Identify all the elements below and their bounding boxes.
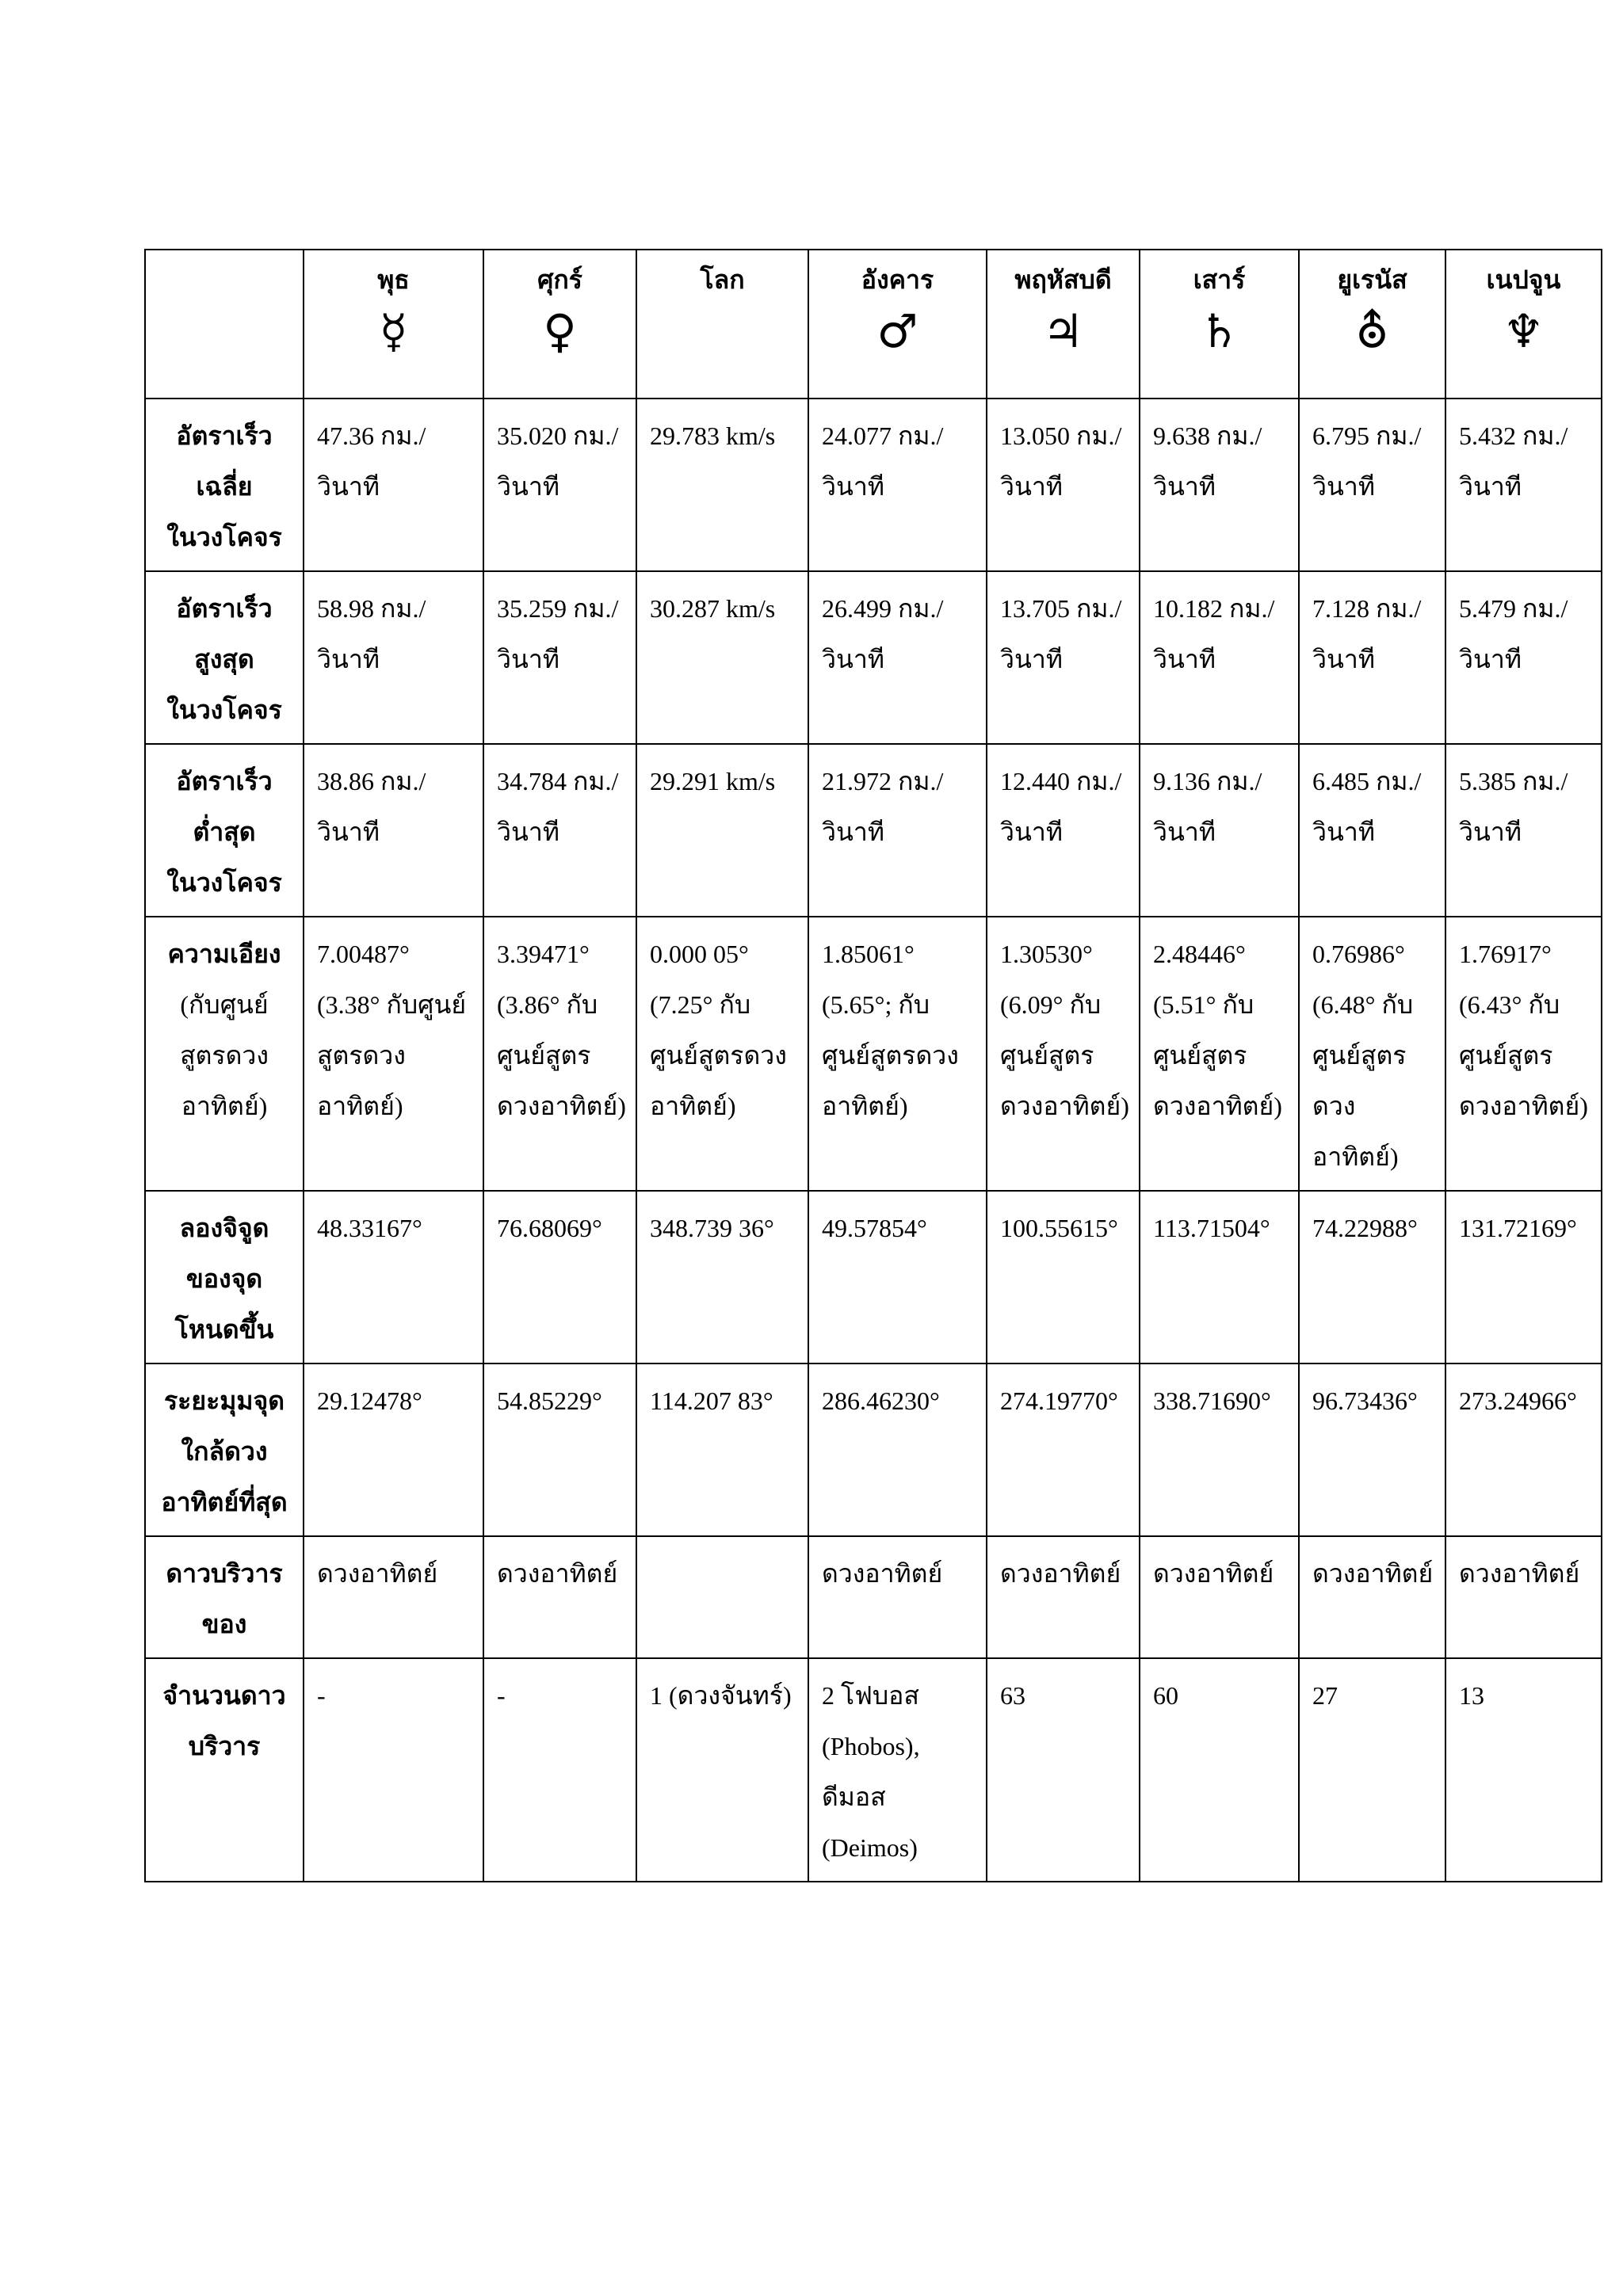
table-cell [987,1191,1140,1363]
row-label [145,399,304,571]
planet-data-table [144,249,1602,1882]
cell-line: สูตรดวง [317,1041,406,1070]
table-cell [483,571,636,744]
cell-line: 38.86 กม./ [317,767,426,795]
row-label-line: จำนวนดาว [162,1681,286,1710]
corner-cell [145,250,304,399]
row-label-line: อัตราเร็ว [176,421,273,450]
table-cell [987,917,1140,1191]
table-cell [483,744,636,917]
table-cell [1299,1536,1445,1658]
cell-line: ศูนย์สูตร [1000,1041,1094,1070]
table-cell [1445,744,1602,917]
cell-line: 286.46230° [822,1386,940,1415]
cell-line: ดวงอาทิตย์) [497,1092,626,1120]
row-label-line: ความเอียง [167,940,281,968]
row-label-line: ในวงโคจร [166,868,282,897]
cell-line: ศูนย์สูตรดวง [650,1041,787,1070]
cell-line: 47.36 กม./ [317,421,426,450]
cell-line: วินาที [1459,472,1522,501]
cell-line: ดีมอส [822,1783,886,1811]
row-label-line: อาทิตย์ที่สุด [161,1488,288,1516]
row-label-line: ของจุด [185,1264,263,1293]
table-row [145,744,1602,917]
cell-line: ดวงอาทิตย์ [1000,1559,1121,1588]
table-cell [636,917,808,1191]
row-label-line: (กับศูนย์ [180,990,269,1019]
cell-line: 13.050 กม./ [1000,421,1122,450]
row-label [145,1536,304,1658]
cell-line: วินาที [1312,472,1375,501]
cell-line: ดวงอาทิตย์) [1153,1092,1282,1120]
row-label-line: ต่ำสุด [193,818,256,846]
table-cell [304,744,483,917]
table-cell [1445,399,1602,571]
cell-line: อาทิตย์) [650,1092,736,1120]
table-cell [987,1536,1140,1658]
table-cell [987,1363,1140,1536]
table-cell [1299,1191,1445,1363]
table-cell [483,1536,636,1658]
cell-line: ดวงอาทิตย์ [1459,1559,1580,1588]
cell-line: (6.09° กับ [1000,990,1102,1019]
row-label [145,744,304,917]
row-label-line: ระยะมุมจุด [163,1386,285,1415]
table-row [145,1363,1602,1536]
cell-line: 34.784 กม./ [497,767,619,795]
cell-line: 1.30530° [1000,940,1093,968]
cell-line: ดวง [1312,1092,1356,1120]
cell-line: 1 (ดวงจันทร์) [650,1681,792,1710]
table-cell [304,571,483,744]
cell-line: 76.68069° [497,1214,602,1242]
table-cell [1299,744,1445,917]
cell-line: วินาที [1153,472,1216,501]
table-cell [483,1658,636,1882]
table-cell [1299,399,1445,571]
table-cell [304,1658,483,1882]
row-label [145,1191,304,1363]
cell-line: 35.020 กม./ [497,421,619,450]
table-cell [1140,399,1299,571]
cell-line: 273.24966° [1459,1386,1577,1415]
planet-name: โลก [700,265,745,294]
planet-name: พฤหัสบดี [1014,265,1112,294]
cell-line: วินาที [317,472,380,501]
cell-line: ศูนย์สูตร [1153,1041,1247,1070]
cell-line: วินาที [1153,645,1216,673]
cell-line: ดวงอาทิตย์ [822,1559,943,1588]
saturn-symbol-icon: ♄ [1198,304,1240,358]
cell-line: 9.136 กม./ [1153,767,1262,795]
cell-line: 0.76986° [1312,940,1405,968]
row-label-line: สูตรดวง [180,1041,269,1070]
table-cell [304,1536,483,1658]
table-cell [1140,1363,1299,1536]
planet-header-3 [636,250,808,399]
planet-header-8 [1445,250,1602,399]
table-cell [636,571,808,744]
cell-line: 348.739 36° [650,1214,774,1242]
cell-line: 0.000 05° [650,940,749,968]
table-cell [808,571,987,744]
row-label-line: ของ [201,1610,247,1638]
planet-name: พุธ [377,265,410,294]
table-cell [636,1363,808,1536]
cell-line: 96.73436° [1312,1386,1418,1415]
cell-line: อาทิตย์) [1312,1142,1399,1171]
cell-line: 13 [1459,1681,1484,1710]
cell-line: 274.19770° [1000,1386,1118,1415]
cell-line: 2 โฟบอส [822,1681,919,1710]
cell-line: - [497,1681,506,1710]
cell-line: ดวงอาทิตย์ [1153,1559,1274,1588]
planet-header-7 [1299,250,1445,399]
cell-line: วินาที [497,645,559,673]
table-cell [483,917,636,1191]
table-cell [987,399,1140,571]
planet-name: เนปจูน [1486,265,1561,294]
cell-line: (7.25° กับ [650,990,751,1019]
cell-line: 3.39471° [497,940,590,968]
cell-line: ดวงอาทิตย์) [1459,1092,1588,1120]
planet-name: เสาร์ [1193,265,1246,294]
row-label-line: โหนดขึ้น [174,1315,274,1344]
table-body [145,399,1602,1882]
cell-line: 35.259 กม./ [497,594,619,623]
cell-line: 24.077 กม./ [822,421,944,450]
mercury-symbol-icon: ☿ [379,304,408,358]
cell-line: 10.182 กม./ [1153,594,1275,623]
cell-line: 6.795 กม./ [1312,421,1422,450]
cell-line: ดวงอาทิตย์ [497,1559,618,1588]
cell-line: 5.479 กม./ [1459,594,1568,623]
row-label-line: สูงสุด [194,645,254,673]
table-cell [1445,571,1602,744]
cell-line: 13.705 กม./ [1000,594,1122,623]
cell-line: 338.71690° [1153,1386,1271,1415]
cell-line: วินาที [1153,818,1216,846]
mars-symbol-icon: ♂ [876,304,918,358]
table-cell [636,744,808,917]
table-cell [808,917,987,1191]
table-row [145,571,1602,744]
table-cell [808,1536,987,1658]
table-cell [304,917,483,1191]
cell-line: 7.128 กม./ [1312,594,1422,623]
cell-line: 49.57854° [822,1214,927,1242]
cell-line: 12.440 กม./ [1000,767,1122,795]
planet-header-1 [304,250,483,399]
table-cell [1445,1658,1602,1882]
table-cell [1140,571,1299,744]
cell-line: 74.22988° [1312,1214,1418,1242]
cell-line: 114.207 83° [650,1386,773,1415]
cell-line: วินาที [1459,818,1522,846]
row-label [145,917,304,1191]
table-row [145,917,1602,1191]
cell-line: วินาที [1000,645,1063,673]
header-row [145,250,1602,399]
planet-header-2 [483,250,636,399]
row-label-line: ลองจิจูด [179,1214,269,1242]
cell-line: 48.33167° [317,1214,422,1242]
row-label-line: อัตราเร็ว [176,767,273,795]
table-cell [808,399,987,571]
table-cell [1140,744,1299,917]
uranus-symbol-icon: ⛢ [1355,304,1389,358]
table-cell [304,399,483,571]
cell-line: วินาที [1312,818,1375,846]
cell-line: 5.385 กม./ [1459,767,1568,795]
cell-line: (3.86° กับ [497,990,598,1019]
cell-line: 1.76917° [1459,940,1552,968]
cell-line: 100.55615° [1000,1214,1118,1242]
cell-line: ดวงอาทิตย์) [1000,1092,1129,1120]
planet-header-4 [808,250,987,399]
cell-line: อาทิตย์) [822,1092,908,1120]
cell-line: 6.485 กม./ [1312,767,1422,795]
cell-line: ศูนย์สูตรดวง [822,1041,959,1070]
table-cell [1140,1536,1299,1658]
table-cell [636,399,808,571]
cell-line: วินาที [822,645,884,673]
cell-line: 21.972 กม./ [822,767,944,795]
planet-header-6 [1140,250,1299,399]
row-label-line: อาทิตย์) [181,1092,268,1120]
cell-line: วินาที [822,818,884,846]
table-cell [483,1363,636,1536]
planet-header-5 [987,250,1140,399]
row-label [145,1363,304,1536]
table-cell [304,1363,483,1536]
cell-line: 1.85061° [822,940,915,968]
row-label-line: ใกล้ดวง [181,1437,268,1466]
planet-name: ยูเรนัส [1337,265,1407,294]
table-cell [808,1191,987,1363]
row-label-line: อัตราเร็ว [176,594,273,623]
table-row [145,1536,1602,1658]
row-label-line: บริวาร [188,1732,261,1760]
cell-line: วินาที [317,818,380,846]
cell-line: (3.38° กับศูนย์ [317,990,467,1019]
table-cell [1299,917,1445,1191]
cell-line: 60 [1153,1681,1178,1710]
cell-line: 7.00487° [317,940,410,968]
cell-line: 54.85229° [497,1386,602,1415]
table-cell [636,1536,808,1658]
cell-line: 2.48446° [1153,940,1246,968]
table-cell [636,1191,808,1363]
neptune-symbol-icon: ♆ [1503,304,1545,358]
cell-line: 58.98 กม./ [317,594,426,623]
table-cell [1445,1191,1602,1363]
cell-line: 9.638 กม./ [1153,421,1262,450]
table-cell [1445,1363,1602,1536]
cell-line: วินาที [822,472,884,501]
table-row [145,1658,1602,1882]
row-label-line: ดาวบริวาร [166,1559,283,1588]
table-row [145,399,1602,571]
venus-symbol-icon: ♀ [543,304,577,358]
table-cell [1445,917,1602,1191]
row-label-line: ในวงโคจร [166,523,282,551]
table-cell [987,744,1140,917]
cell-line: 29.783 km/s [650,421,776,450]
table-cell [808,1363,987,1536]
row-label [145,1658,304,1882]
cell-line: 29.12478° [317,1386,422,1415]
row-label-line: ในวงโคจร [166,696,282,724]
row-label [145,571,304,744]
cell-line: (Deimos) [822,1833,918,1862]
table-cell [1140,917,1299,1191]
cell-line: 113.71504° [1153,1214,1270,1242]
cell-line: (5.51° กับ [1153,990,1254,1019]
cell-line: วินาที [1312,645,1375,673]
jupiter-symbol-icon: ♃ [1042,304,1084,358]
cell-line: 63 [1000,1681,1025,1710]
cell-line: (5.65°; กับ [822,990,930,1019]
table-cell [1299,571,1445,744]
cell-line: วินาที [1000,472,1063,501]
cell-line: วินาที [497,472,559,501]
cell-line: ดวงอาทิตย์ [1312,1559,1434,1588]
table-cell [483,1191,636,1363]
cell-line: 29.291 km/s [650,767,776,795]
planet-name: ศุกร์ [537,265,582,294]
table-cell [636,1658,808,1882]
cell-line: อาทิตย์) [317,1092,403,1120]
cell-line: - [317,1681,326,1710]
table-cell [808,744,987,917]
cell-line: (6.48° กับ [1312,990,1414,1019]
row-label-line: เฉลี่ย [196,472,253,501]
table-cell [1140,1191,1299,1363]
cell-line: ศูนย์สูตร [1312,1041,1407,1070]
table-cell [808,1658,987,1882]
cell-line: วินาที [317,645,380,673]
table-row [145,1191,1602,1363]
planet-name: อังคาร [861,265,934,294]
table-cell [1445,1536,1602,1658]
cell-line: 131.72169° [1459,1214,1577,1242]
table-cell [1140,1658,1299,1882]
cell-line: ศูนย์สูตร [1459,1041,1553,1070]
cell-line: วินาที [1459,645,1522,673]
table-cell [987,1658,1140,1882]
cell-line: 26.499 กม./ [822,594,944,623]
cell-line: ดวงอาทิตย์ [317,1559,438,1588]
table-cell [304,1191,483,1363]
cell-line: 30.287 km/s [650,594,776,623]
cell-line: วินาที [497,818,559,846]
cell-line: (Phobos), [822,1732,920,1760]
cell-line: 5.432 กม./ [1459,421,1568,450]
table-cell [1299,1658,1445,1882]
table-cell [987,571,1140,744]
table-cell [483,399,636,571]
cell-line: 27 [1312,1681,1338,1710]
cell-line: วินาที [1000,818,1063,846]
table-cell [1299,1363,1445,1536]
cell-line: ศูนย์สูตร [497,1041,591,1070]
cell-line: (6.43° กับ [1459,990,1560,1019]
